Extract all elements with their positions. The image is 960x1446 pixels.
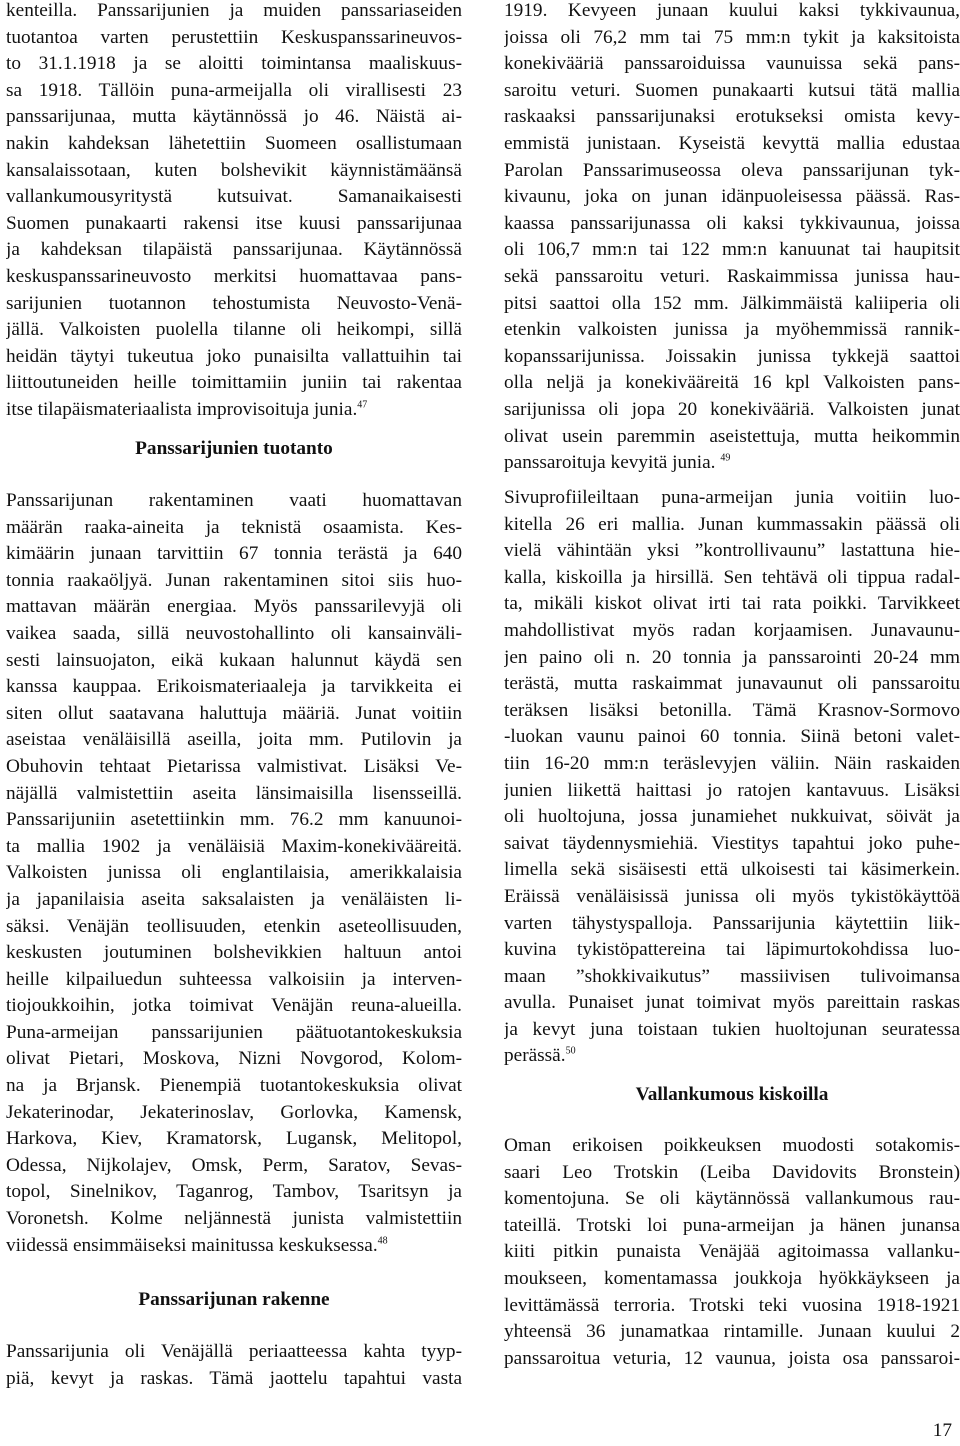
text-line: pitsi saattoi olla 152 mm. Jälkimmäistä kaliiperia oli (504, 292, 960, 314)
text-line: oli 106,7 mm:n tai 122 mm:n kanuunat tai haupitsit (504, 239, 960, 261)
text-line: vallankumousyritystä kutsuivat. Samanaikaisesti (6, 186, 462, 208)
text-line: tateillä. Trotski loi puna-armeijan ja hänen junansa (504, 1214, 960, 1236)
text-line: keskusten joutuminen bolshevikkien haltuun antoi (6, 942, 462, 964)
text-line: ja kahdeksan tilapäistä panssarijunaa. Käytännössä (6, 239, 462, 261)
text-line: saroitu veturi. Suomen punakaarti kutsui tätä mallia (504, 79, 960, 101)
text-line: panssaroitua veturia, 12 vaunua, joista osa panssaroi- (504, 1347, 960, 1369)
text-line: komentojuna. Se oli käytännössä vallankumous rau- (504, 1188, 960, 1210)
text-line: liittoutuneiden heille toimittamiin juniin tai rakentaa (6, 372, 462, 394)
text-line: mattavan määrän energiaa. Myös panssarilevyjä oli (6, 596, 462, 618)
text-line: mahdollistivat myös radan korjaamisen. Junavaunu- (504, 619, 960, 641)
footnote-ref: 49 (720, 452, 731, 464)
text-line: Sivuprofiileiltaan puna-armeijan junia voitiin luo- (504, 487, 960, 508)
text-line: saari Leo Trotskin (Leiba Davidovits Bronstein) (504, 1161, 960, 1183)
text-line: junien liikettä haittasi jo ratojen kantavuus. Lisäksi (504, 779, 960, 801)
text-line: saivat täydennysmiehiä. Viestitys tapahtui joko puhe- (504, 832, 960, 854)
text-line: kopanssarijunissa. Joissakin junissa tykkejä saattoi (504, 345, 960, 367)
text-line: kivaunu, joka on junan idänpuoleisessa päässä. Ras- (504, 186, 960, 208)
text-line-content: viidessä ensimmäiseksi mainitussa keskuksessa. (6, 1234, 378, 1256)
text-line (6, 1233, 462, 1260)
text-line: olivat usein paremmin aseistettuja, mutta heikommin (504, 425, 960, 447)
text-line: avulla. Punaiset junat toimivat myös pareittain raskas (504, 992, 960, 1014)
text-line: piä, kevyt ja raskas. Tämä jaottelu tapahtui vasta (6, 1367, 462, 1389)
text-line: Obuhovin tehtaat Pietarissa valmistivat. Lisäksi Ve- (6, 755, 462, 777)
paragraph (6, 488, 462, 1259)
text-line: vielä vähintään yksi ”kontrollivaunu” lastattuna hie- (504, 540, 960, 562)
text-line: panssarijunaa, mutta käytännössä jo 46. Näistä ai- (6, 106, 462, 128)
text-line: etenkin valkoisten junissa ja myöhemmissä rannik- (504, 319, 960, 341)
text-line: kimäärin junaan tarvittiin 67 tonnia terästä ja 640 (6, 543, 462, 565)
text-line: tonnia raakaöljyä. Junan rakentaminen sitoi siis huo- (6, 569, 462, 591)
text-line: kalla, kiskoilla ja hirsillä. Sen tehtävä oli tippua radal- (504, 566, 960, 588)
text-line-content: panssaroituja kevyitä junia. (504, 452, 716, 474)
text-line: oli huoltojuna, jossa junamiehet nukkuivat, söivät ja (504, 806, 960, 828)
text-line: tiin 16-20 mm:n teräslevyjen väliin. Näin raskaiden (504, 752, 960, 774)
text-line: Voronetsh. Kolme neljännestä junista valmistettiin (6, 1208, 462, 1230)
text-line: varten tähystyspalloja. Panssarijunia käytettiin liik- (504, 912, 960, 934)
section-heading: Panssarijunan rakenne (138, 1289, 330, 1310)
text-line: to 31.1.1918 ja se aloitti toimintansa maaliskuus- (6, 53, 462, 75)
text-line: nakin kahdeksan lähetettiin Suomeen osallistumaan (6, 132, 462, 154)
text-line (504, 1043, 960, 1070)
text-line: emmistä junistaan. Kyseistä kevyttä mallia edustaa (504, 132, 960, 154)
text-line: säksi. Venäjän teollisuuden, etenkin aseteollisuuden, (6, 915, 462, 937)
text-line: jällä. Valkoisten puolella tilanne oli heikompi, sillä (6, 319, 462, 341)
text-line: siten ollut saatavana haluttuja määriä. Junat voitiin (6, 702, 462, 724)
text-line: konekivääriä panssaroiduissa vaunuissa sekä pans- (504, 53, 960, 75)
text-line: näjällä valmistettiin aseita länsimaisilla lisensseillä. (6, 782, 462, 804)
text-line: heille kilpailuedun suhteessa valkoisiin ja interven- (6, 968, 462, 990)
text-line: kansalaissotaan, kuten bolshevikit käynnistämäänsä (6, 159, 462, 181)
text-line: Parolan Panssarimuseossa oleva panssarijunan tyk- (504, 159, 960, 181)
paragraph (504, 0, 960, 477)
text-line: terästä, mutta raskaimmat junavaunut oli panssaroitu (504, 673, 960, 695)
text-line: joissa oli 76,2 mm tai 75 mm:n tykit ja kaksitoista (504, 26, 960, 48)
text-line: moukseen, komentamassa joukkoja hyökkäykseen ja (504, 1267, 960, 1289)
text-line: -luokan vaunu painoi 60 tonnia. Siinä betoni valet- (504, 726, 960, 748)
text-line: raskaaksi panssarijunaksi erotukseksi omista kevy- (504, 106, 960, 128)
text-line: Panssarijuniin asetettiinkin mm. 76.2 mm kanuunoi- (6, 809, 462, 831)
text-line: Panssarijunia oli Venäjällä periaatteessa kahta tyyp- (6, 1341, 462, 1362)
text-line: sesti lainsuojaton, eikä kukaan halunnut käydä sen (6, 649, 462, 671)
paragraph (6, 0, 462, 424)
section-heading: Vallankumous kiskoilla (635, 1084, 829, 1105)
text-line: ja kevyt juna toistaan tukien huoltojunan seuratessa (504, 1018, 960, 1040)
text-line: tuotantoa varten perustettiin Keskuspanssarineuvos- (6, 26, 462, 48)
text-line (6, 397, 462, 424)
text-line: sarijunissa oli jopa 20 konekivääriä. Valkoisten junat (504, 398, 960, 420)
text-line-content: perässä. (504, 1045, 566, 1067)
footnote-ref: 50 (565, 1046, 576, 1058)
text-line: ta, mikäli kiskot olivat irti tai rata poikki. Tarvikkeet (504, 593, 960, 615)
text-line: kanssa kauppaa. Erikoismateriaaleja ja tarvikkeita ei (6, 676, 462, 698)
text-line: na ja Brjansk. Pienempiä tuotantokeskuksia olivat (6, 1075, 462, 1097)
text-line: Puna-armeijan panssarijunien päätuotantokeskuksia (6, 1021, 462, 1043)
text-line: olla neljä ja konekivääreitä 16 kpl Valkoisten pans- (504, 372, 960, 394)
text-line: heidän täytyi tukeutua joko punaisilta vallattuihin tai (6, 345, 462, 367)
paragraph (504, 485, 960, 1070)
text-line: limella sekä sisäisesti että ulkoisesti tai käsimerkein. (504, 859, 960, 881)
text-line: teräksen lisäksi betonilla. Tämä Krasnov-Sormovo (504, 699, 960, 721)
text-line: Oman erikoisen poikkeuksen muodosti sotakomis- (504, 1135, 960, 1156)
text-line: sa 1918. Tällöin puna-armeijalla oli virallisesti 23 (6, 79, 462, 101)
text-line: Jekaterinodar, Jekaterinoslav, Gorlovka, Kamensk, (6, 1101, 462, 1123)
text-line: ja japanilaisia aseita saksalaisten ja venäläisten li- (6, 888, 462, 910)
text-line: kitella 26 eri mallia. Junan kummassakin päässä oli (504, 513, 960, 535)
text-line: kuvina tykistöpattereina tai läpimurtokohdissa luo- (504, 939, 960, 961)
text-line: olivat Pietari, Moskova, Nizni Novgorod, Kolom- (6, 1048, 462, 1070)
text-line: yhteensä 36 junamatkaa rintamille. Junaan kuului 2 (504, 1321, 960, 1343)
section-heading: Panssarijunien tuotanto (135, 438, 333, 459)
paragraph (6, 1339, 462, 1392)
text-line: Odessa, Nijkolajev, Omsk, Perm, Saratov, Sevas- (6, 1154, 462, 1176)
paragraph (504, 1133, 960, 1372)
text-line: aseistaa venäläisillä aseilla, joita mm. Putilovin ja (6, 729, 462, 751)
text-line: Eräissä venäläisissä junissa oli myös tykistökäyttöä (504, 885, 960, 907)
text-line: Panssarijunan rakentaminen vaati huomattavan (6, 490, 462, 511)
text-line-content: itse tilapäismateriaalista improvisoituja junia. (6, 398, 358, 420)
footnote-ref: 47 (357, 399, 368, 411)
text-line: määrän raaka-aineita ja teknistä osaamista. Kes- (6, 516, 462, 538)
text-line: levittämässä terroria. Trotski teki vuosina 1918-1921 (504, 1294, 960, 1316)
text-line: Suomen punakaarti rakensi itse kuusi panssarijunaa (6, 212, 462, 234)
text-line: sarijunien tuotannon tehostumista Neuvosto-Venä- (6, 292, 462, 314)
text-line: Harkova, Kiev, Kramatorsk, Lugansk, Melitopol, (6, 1128, 462, 1150)
text-line: sekä panssaroitu veturi. Raskaimmissa junissa hau- (504, 265, 960, 287)
text-line: kenteilla. Panssarijunien ja muiden panssariaseiden (6, 0, 462, 21)
text-line (504, 450, 960, 477)
text-line: maan ”shokkivaikutus” massiivisen tulivoimansa (504, 965, 960, 987)
text-line: Valkoisten junissa oli englantilaisia, amerikkalaisia (6, 862, 462, 884)
text-line: tiojoukkoihin, jotka toimivat Venäjän reuna-alueilla. (6, 995, 462, 1017)
text-line: vaikea saada, sillä neuvostohallinto oli kansainväli- (6, 622, 462, 644)
text-line: kiiti pitkin punaista Venäjää agitoimassa vallanku- (504, 1241, 960, 1263)
page-number: 17 (932, 1420, 952, 1441)
text-line: ta mallia 1902 ja venäläisiä Maxim-konekivääreitä. (6, 835, 462, 857)
footnote-ref: 48 (377, 1235, 388, 1247)
text-line: jen paino oli n. 20 tonnia ja panssarointi 20-24 mm (504, 646, 960, 668)
text-line: keskuspanssarineuvosto merkitsi huomattavaa pans- (6, 265, 462, 287)
text-line: kaassa panssarijunassa oli kaksi tykkivaunua, joissa (504, 212, 960, 234)
text-line: topol, Sinelnikov, Taganrog, Tambov, Tsaritsyn ja (6, 1181, 462, 1203)
text-line: 1919. Kevyeen junaan kuului kaksi tykkivaunua, (504, 0, 960, 21)
